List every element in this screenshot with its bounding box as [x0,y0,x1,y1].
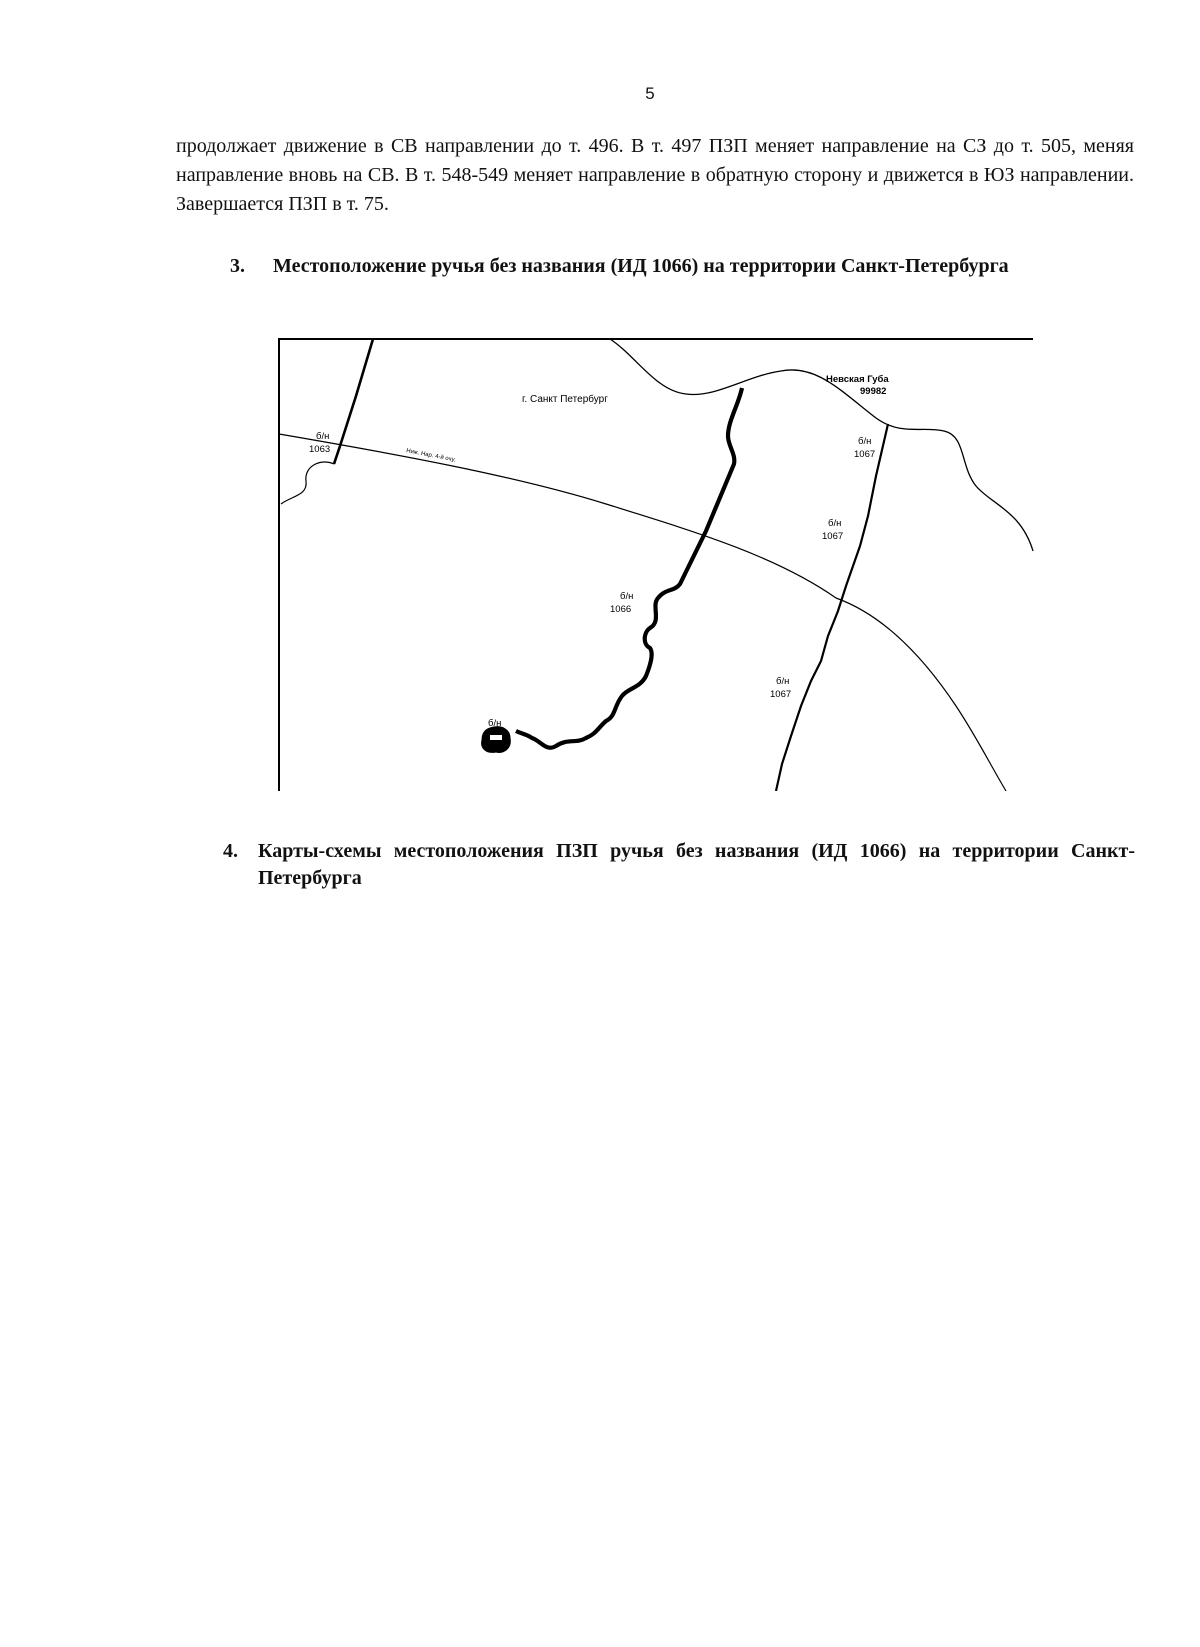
stream-1066-line [516,388,742,748]
stream-1063-line [334,339,373,464]
stream-1063-id: 1063 [309,444,331,455]
section-4-number: 4. [223,840,238,862]
stream-1063-spur [281,462,334,504]
stream-1066-id: 1066 [610,604,632,615]
body-paragraph: продолжает движение в СВ направлении до т. 496. В т. 497 ПЗП меняет направление на СЗ до т. 505, меняя направление вновь на СВ. В т. 548-549 меняет направление в обратную сторону и движется в ЮЗ направлении. Завершается ПЗП в т. 75. [176,135,1134,215]
stream-1063-name: б/н [316,431,330,442]
page-number: 5 [645,84,655,103]
lake-name: б/н [488,718,502,729]
stream-1067-lower-name: б/н [776,676,790,687]
stream-1067-mid-name: б/н [828,518,842,529]
section-4-heading [223,838,1135,892]
stream-location-map [276,336,1036,791]
bay-shoreline [610,339,1033,551]
road-label: Ниж. Нар. 4-й очу. [405,448,456,464]
stream-1067-upper-name: б/н [858,436,872,447]
section-3-number: 3. [230,255,245,277]
section-3-title: Местоположение ручья без названия (ИД 1066) на территории Санкт-Петербурга [273,255,1009,277]
section-4-title: Карты-схемы местоположения ПЗП ручья без названия (ИД 1066) на территории Санкт-Петербурга [258,840,1135,889]
city-label: г. Санкт Петербург [522,394,608,405]
stream-1067-upper-id: 1067 [854,449,876,460]
bay-id-label: 99982 [860,386,887,397]
lake-blob-highlight [490,735,502,740]
stream-1066-name: б/н [620,591,634,602]
section-3-heading [230,253,1060,280]
road-line [279,434,1006,791]
bay-label: Невская Губа [826,374,889,385]
stream-1067-mid-id: 1067 [822,531,844,542]
stream-1067-lower-id: 1067 [770,689,792,700]
stream-1067-line [776,424,888,791]
